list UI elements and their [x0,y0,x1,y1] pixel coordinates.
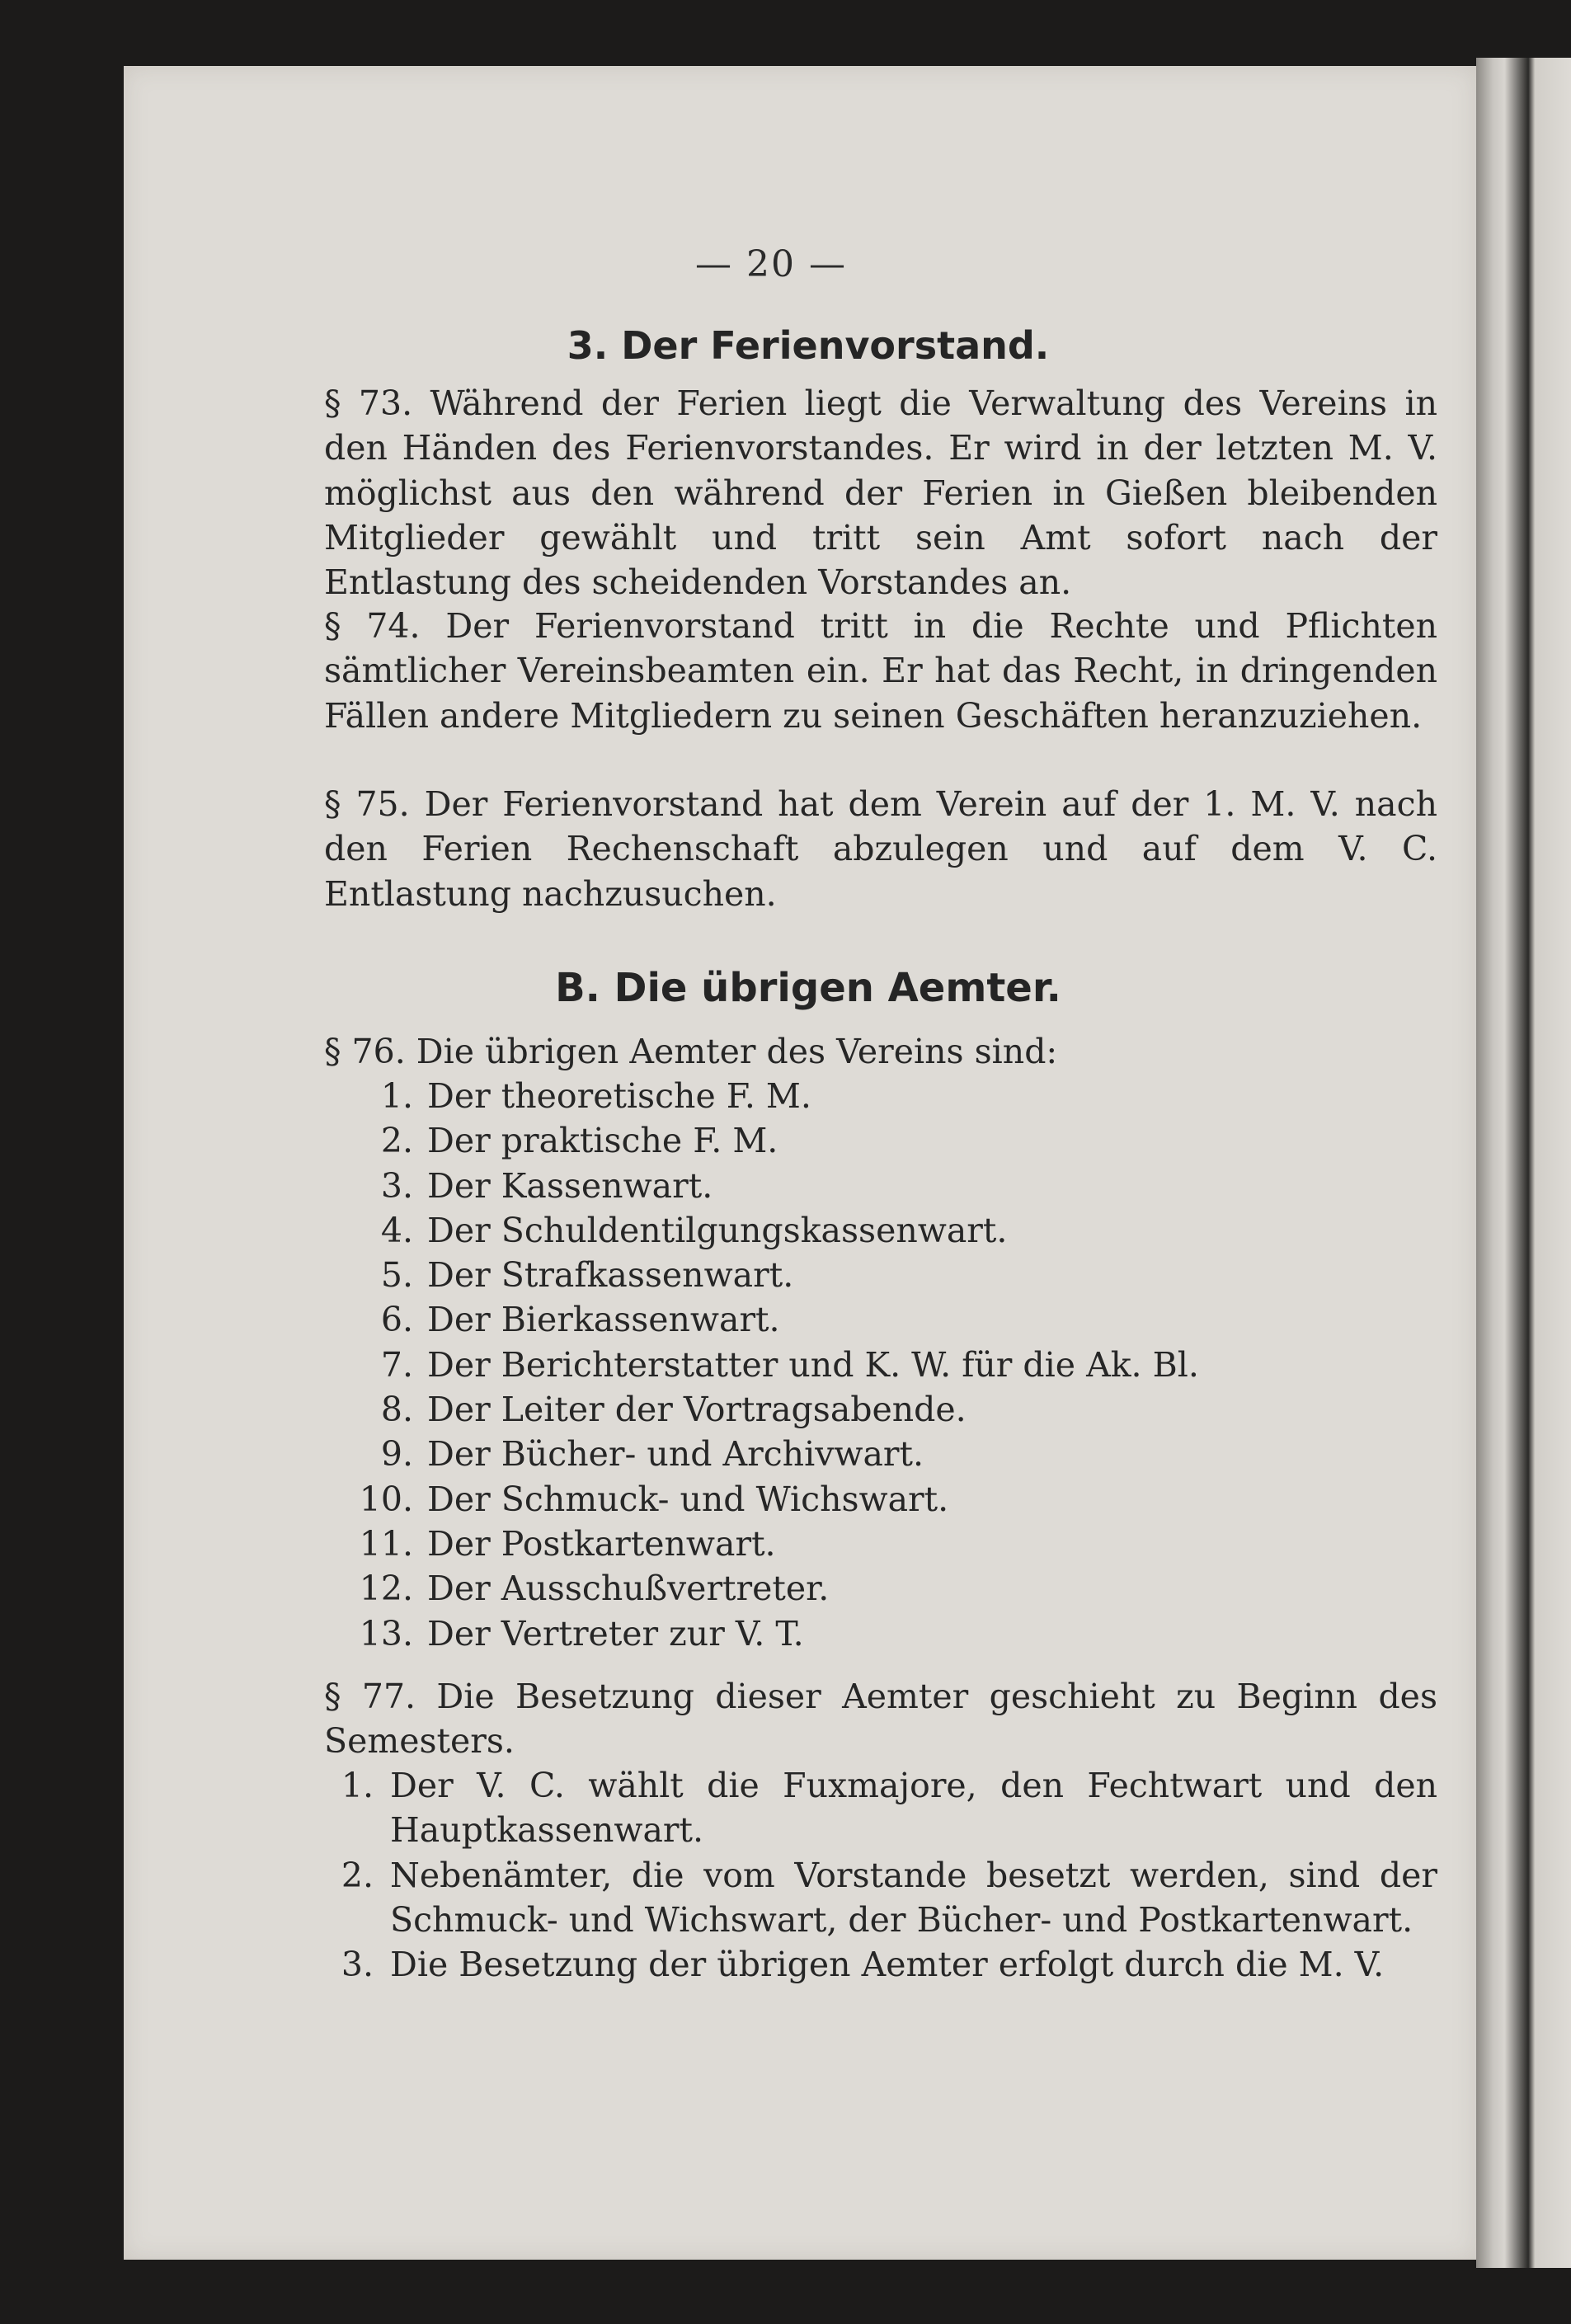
list-item-text: Der Schmuck- und Wichswart. [427,1479,949,1519]
list-item [324,1118,1437,1163]
list-item [324,1477,1437,1522]
list-item-text: Der Berichterstatter und K. W. für die Ak. Bl. [427,1344,1199,1385]
list-item [324,1387,1437,1432]
adjacent-page-edge [1476,58,1571,2268]
list-item [324,1522,1437,1566]
list-item [324,1763,1437,1853]
list-item-text: Der Ausschußvertreter. [427,1569,830,1609]
list-item-text: Der Strafkassenwart. [427,1255,794,1296]
section-title: 3. Der Ferienvorstand. [567,323,1050,368]
list-item-number: 1. [341,1766,374,1805]
list-item-number: 2. [380,1121,413,1161]
list-item-number: 6. [380,1300,413,1340]
list-item [324,1611,1437,1656]
list-item [324,1343,1437,1387]
list-item [324,1074,1437,1118]
list-item [324,1164,1437,1208]
paragraph-73: § 73. Während der Ferien liegt die Verwaltung des Vereins in den Händen des Ferienvorstandes. Er wird in der letzten M. V. möglichst aus den während der Ferien in Gießen bleibenden Mitglieder gewählt und tritt sein Amt sofort nach der Entlastung des scheidenden Vorstandes an. [324,383,1437,603]
list-item-number: 1. [380,1076,413,1116]
list-item [324,1942,1437,1987]
list-item-text: Der theoretische F. M. [427,1076,811,1116]
list-item [324,1432,1437,1476]
list-item-text: Der Leiter der Vortragsabende. [427,1390,967,1430]
list-item-number: 12. [359,1569,413,1609]
list-item-number: 8. [380,1390,413,1430]
list-item [324,1297,1437,1342]
list-item-text: Der Schuldentilgungskassenwart. [427,1210,1008,1250]
list-item-text: Der V. C. wählt die Fuxmajore, den Fechtwart und den Hauptkassenwart. [390,1766,1437,1851]
list-item-text: Nebenämter, die vom Vorstande besetzt werden, sind der Schmuck- und Wichswart, der Bücher- und Postkartenwart. [390,1855,1437,1940]
book-page [124,66,1476,2260]
paragraph-77: § 77. Die Besetzung dieser Aemter geschieht zu Beginn des Semesters. [324,1677,1437,1762]
list-item-text: Der Vertreter zur V. T. [427,1613,804,1654]
list-item-number: 5. [380,1255,413,1296]
subsection-title: B. Die übrigen Aemter. [555,965,1061,1011]
list-item-number: 7. [380,1344,413,1385]
list-item [324,1253,1437,1297]
list-item-text: Der Bücher- und Archivwart. [427,1434,924,1475]
paragraph-75: § 75. Der Ferienvorstand hat dem Verein auf der 1. M. V. nach den Ferien Rechenschaft abzulegen und auf dem V. C. Entlastung nachzusuchen. [324,784,1437,914]
list-item-number: 3. [341,1945,374,1985]
list-item-number: 2. [341,1855,374,1895]
appointment-rules-list [324,1763,1437,1987]
list-item [324,1566,1437,1611]
paragraph-76: § 76. Die übrigen Aemter des Vereins sind: [324,1032,1058,1071]
offices-list [324,1074,1437,1656]
list-item-number: 10. [359,1479,413,1519]
list-item-text: Der Bierkassenwart. [427,1300,780,1340]
list-item-text: Die Besetzung der übrigen Aemter erfolgt durch die M. V. [390,1945,1385,1985]
list-item-text: Der praktische F. M. [427,1121,778,1161]
list-item-number: 11. [359,1523,413,1564]
page-number: — 20 — [695,243,847,285]
list-item-number: 13. [359,1613,413,1654]
list-item [324,1853,1437,1943]
list-item-number: 3. [380,1165,413,1206]
list-item-text: Der Kassenwart. [427,1165,713,1206]
list-item-number: 9. [380,1434,413,1475]
list-item [324,1208,1437,1253]
list-item-text: Der Postkartenwart. [427,1523,776,1564]
list-item-number: 4. [380,1210,413,1250]
paragraph-74: § 74. Der Ferienvorstand tritt in die Rechte und Pflichten sämtlicher Vereinsbeamten ein. Er hat das Recht, in dringenden Fällen andere Mitgliedern zu seinen Geschäften heranzuziehen. [324,606,1437,736]
